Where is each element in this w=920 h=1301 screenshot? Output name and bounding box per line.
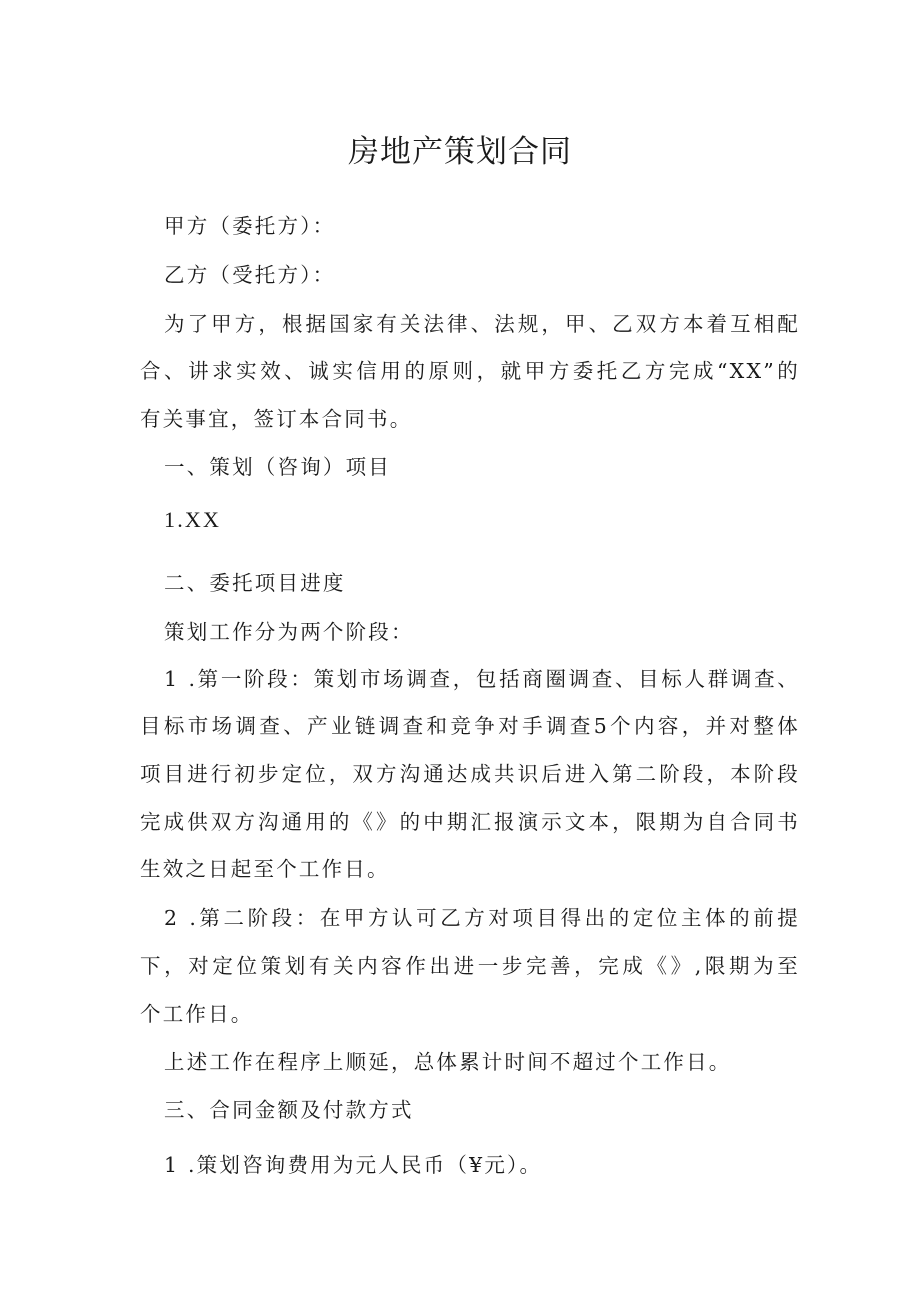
project-item-1: 1.XX [164,507,222,532]
preamble-line-3: 有关事宜，签订本合同书。 [140,407,413,431]
preamble-line-2: 合、讲求实效、诚实信用的原则，就甲方委托乙方完成“XX”的 [140,359,800,383]
stage-2-line-1: 2 .第二阶段：在甲方认可乙方对项目得出的定位主体的前提 [164,906,800,930]
stage-2-line-3: 个工作日。 [140,1002,254,1026]
section-heading-1: 一、策划（咨询）项目 [164,455,391,479]
stages-intro: 策划工作分为两个阶段： [164,620,414,644]
stage-1-line-4: 完成供双方沟通用的《》的中期汇报演示文本，限期为自合同书 [140,810,800,834]
fee-item-1: 1 .策划咨询费用为元人民币（¥元）。 [164,1153,543,1177]
section-heading-3: 三、合同金额及付款方式 [164,1098,414,1122]
stage-2-line-2: 下，对定位策划有关内容作出进一步完善，完成《》,限期为至 [140,954,800,978]
preamble-line-1: 为了甲方，根据国家有关法律、法规，甲、乙双方本着互相配 [164,312,800,336]
stage-1-line-3: 项目进行初步定位，双方沟通达成共识后进入第二阶段，本阶段 [140,762,800,786]
total-time-line: 上述工作在程序上顺延，总体累计时间不超过个工作日。 [164,1050,732,1074]
stage-1-line-5: 生效之日起至个工作日。 [140,857,390,881]
section-heading-2: 二、委托项目进度 [164,571,346,595]
stage-1-line-1: 1 .第一阶段：策划市场调查，包括商圈调查、目标人群调查、 [164,667,800,691]
stage-1-line-2: 目标市场调查、产业链调查和竞争对手调查5个内容，并对整体 [140,714,800,738]
party-a-line: 甲方（委托方）： [164,214,336,238]
document-title: 房地产策划合同 [348,134,572,170]
party-b-line: 乙方（受托方）： [164,263,336,287]
